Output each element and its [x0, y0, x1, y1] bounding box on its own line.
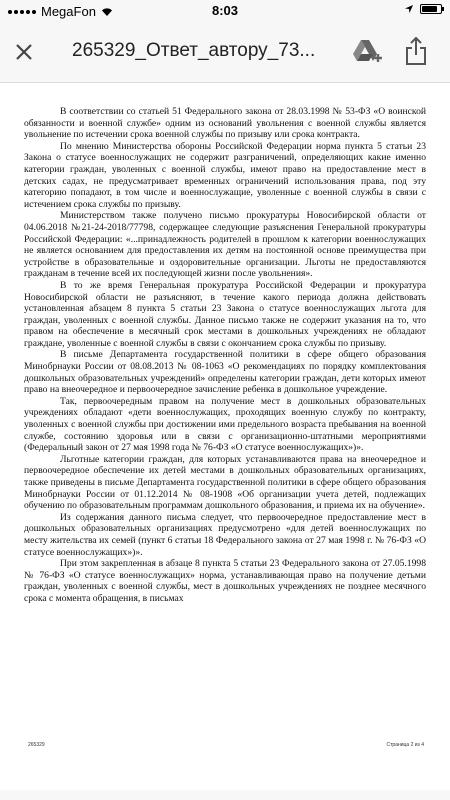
close-button[interactable]	[10, 38, 38, 66]
paragraph: Министерством также получено письмо прокуратуры Новосибирской области от 04.06.2018 №21-24-2018/77798, содержащее следующие разъяснения Генеральной прокуратуры Российской Федерации: «...принадлежность родителей в прошлом к категории военнослужащих не является основанием для предоставления их детям на постоянной основе преимущества при устройстве в образовательные и оздоровительные организации. Льготы не предоставляются гражданам в течение всей их последующей жизни после увольнения».	[24, 210, 426, 280]
paragraph: Льготные категории граждан, для которых устанавливаются права на внеочередное и первоочередное обеспечение их детей местами в дошкольных образовательных организациях, также приведены в письме Департамента государственной политики в сфере общего образования Минобрнауки России от 01.12.2014 № 08-1908 «Об организации учета детей, подлежащих обучению по образовательным программам дошкольного образования, и приема их на обучение».	[24, 453, 426, 512]
document-page[interactable]	[22, 106, 428, 786]
share-icon	[403, 36, 429, 66]
save-to-drive-button[interactable]	[352, 38, 382, 66]
paragraph: В соответствии со статьей 51 Федерального закона от 28.03.1998 № 53-ФЗ «О воинской обязанности и военной службе» одним из оснований увольнения с военной службы является увольнение по истечении срока военной службы по призыву или срока контракта.	[24, 106, 426, 141]
share-button[interactable]	[403, 36, 429, 66]
paragraph: В письме Департамента государственной политики в сфере общего образования Минобрнауки России от 08.08.2013 № 08-1063 «О рекомендациях по порядку комплектования дошкольных образовательных учреждений» определены категории граждан, дети которых имеют право на внеочередное и первоочередное зачисление ребенка в дошкольное учреждение.	[24, 349, 426, 396]
paragraph: Из содержания данного письма следует, что первоочередное предоставление мест в дошкольных образовательных организациях предусмотрено «для детей военнослужащих по месту жительства их семей (пункт 6 статьи 18 Федерального закона от 27 мая 1998 г. № 76-ФЗ «О статусе военнослужащих»)».	[24, 511, 426, 558]
status-time: 8:03	[211, 3, 239, 18]
drive-add-icon	[352, 38, 382, 66]
paragraph: Так, первоочередным правом на получение мест в дошкольных образовательных учреждениях обладают «дети военнослужащих, проходящих военную службу по контракту, уволенных с военной службы при достижении ими предельного возраста пребывания на военной службе, состоянию здоровья или в связи с организационно-штатными мероприятиями (Федеральный закон от 27 мая 1998 года № 76-ФЗ «О статусе военнослужащих»)».	[24, 395, 426, 454]
paragraph: В то же время Генеральная прокуратура Российской Федерации и прокуратура Новосибирской области не разъясняют, в течение какого периода должна действовать установленная абзацем 8 пункта 5 статьи 23 Закона о статусе военнослужащих льгота для граждан, уволенных с военной службы. Данное письмо также не содержит указания на то, что правом на обеспечение в месячный срок местами в дошкольных учреждениях не обладают граждане, уволенные с военной службы в связи с окончанием срока службы по призыву.	[24, 279, 426, 349]
status-bar	[0, 0, 450, 22]
battery-icon	[420, 4, 442, 14]
bottom-bar	[0, 790, 450, 800]
close-icon	[14, 42, 34, 62]
footer-doc-number: 265329	[28, 742, 45, 748]
page-content	[22, 106, 428, 605]
location-icon	[404, 4, 414, 14]
viewer-toolbar	[0, 22, 450, 83]
paragraph: При этом закрепленная в абзаце 8 пункта 5 статьи 23 Федерального закона от 27.05.1998 № 76-ФЗ «О статусе военнослужащих» норма, устанавливающая право на получение детьми граждан, уволенных с военной службы, мест в дошкольных учреждениях не позднее месячного срока с момента обращения, в письмах	[24, 558, 426, 604]
footer-page-number: Страница 2 из 4	[386, 742, 424, 748]
status-right	[404, 4, 442, 14]
carrier-label: MegaFon	[41, 4, 96, 19]
document-title: 265329_Ответ_автору_73...	[72, 40, 316, 61]
paragraph: По мнению Министерства обороны Российской Федерации норма пункта 5 статьи 23 Закона о статусе военнослужащих не содержит разграничений, определяющих какие именно категории граждан, уволенных с военной службы, имеют право на предоставление мест в детских садах, не предусматривает временных ограничений использования права, под эту категорию попадают, в том числе и военнослужащие, уволенные с военной службы в связи с истечением срока службы по призыву.	[24, 140, 426, 210]
